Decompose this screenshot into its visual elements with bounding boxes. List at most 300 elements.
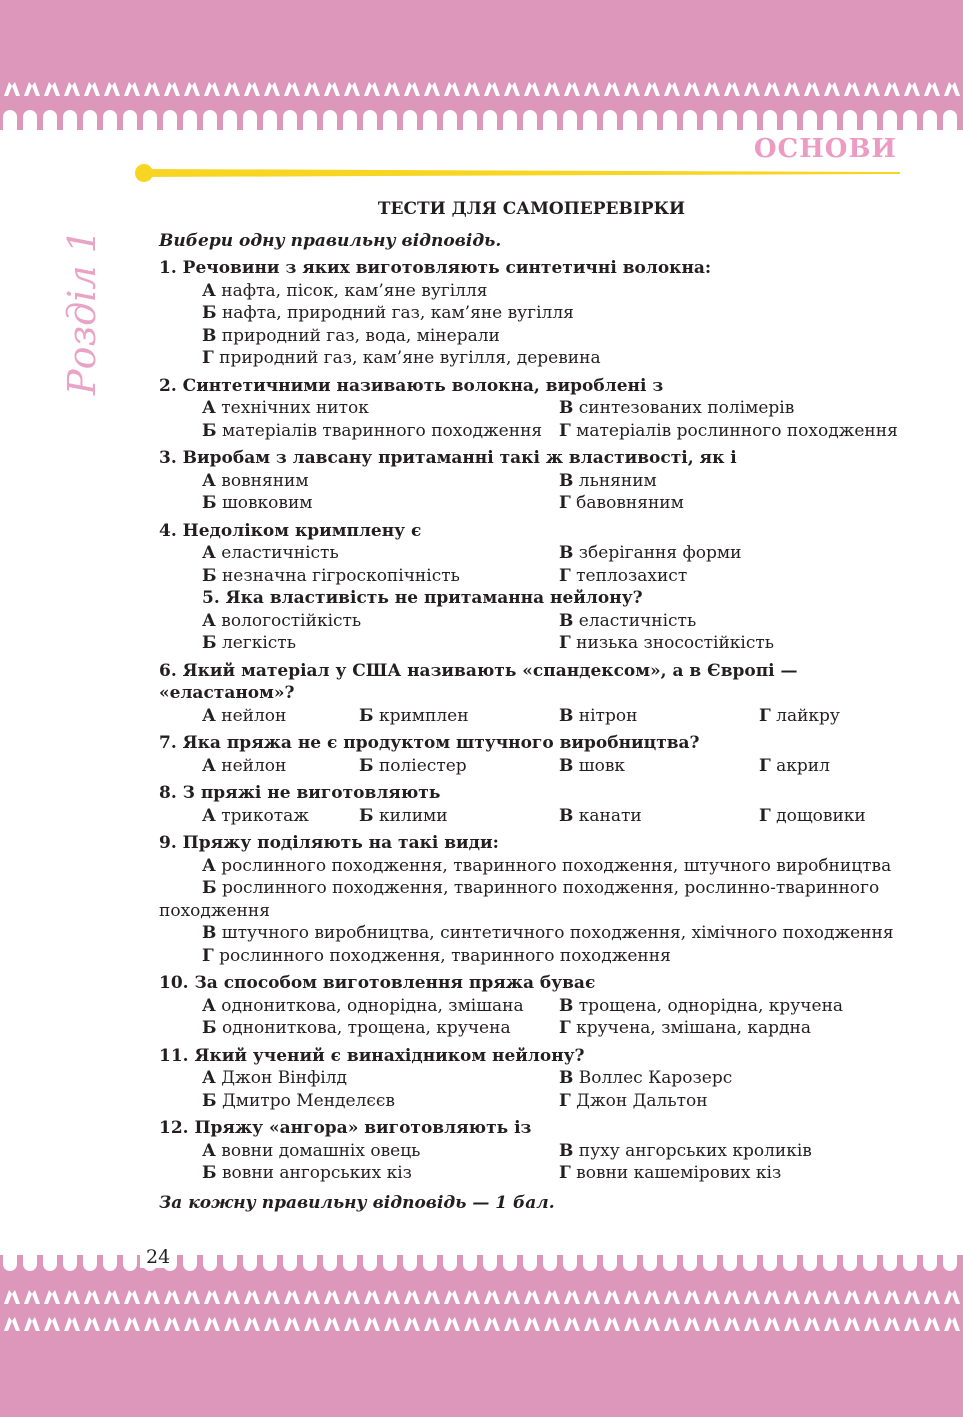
chevron-ornament [884, 82, 900, 96]
chevron-ornament [84, 82, 100, 96]
chevron-ornament [204, 1290, 220, 1304]
scallop-ornament [123, 1255, 137, 1271]
option-continuation: походження [159, 900, 270, 921]
chevron-ornament [564, 1290, 580, 1304]
scallop-ornament [703, 1255, 717, 1271]
option: Б рослинного походження, тваринного походження, рослинно-тваринного [202, 878, 880, 898]
chevron-ornament [784, 1317, 800, 1331]
chevron-ornament [604, 1290, 620, 1304]
option: Б Дмитро Менделєєв [202, 1090, 395, 1111]
chevron-ornament [344, 1290, 360, 1304]
option: В зберігання форми [559, 543, 742, 563]
scallop-ornament [183, 110, 197, 130]
chevron-ornament [704, 1317, 720, 1331]
question-2 [159, 375, 904, 443]
scallop-ornament [643, 110, 657, 130]
scallop-ornament [663, 110, 677, 130]
chevron-ornament [144, 1317, 160, 1331]
chevron-ornament [884, 1290, 900, 1304]
option: А вологостійкість [202, 610, 362, 631]
question-1 [159, 257, 904, 370]
chevron-ornament [704, 1290, 720, 1304]
scallop-ornament [583, 1255, 597, 1271]
scallop-ornament [683, 110, 697, 130]
scallop-ornament [243, 1255, 257, 1271]
chevron-ornament [484, 1317, 500, 1331]
chevron-ornament [864, 1317, 880, 1331]
chevron-ornament [944, 1317, 960, 1331]
question-text: 1. Речовини з яких виготовляють синтетичні волокна: [159, 258, 712, 278]
chevron-ornament [304, 1290, 320, 1304]
question-text: 7. Яка пряжа не є продуктом штучного виробництва? [159, 733, 700, 753]
chevron-ornament [844, 1290, 860, 1304]
scallop-ornament [563, 1255, 577, 1271]
scallop-ornament [503, 1255, 517, 1271]
chevron-ornament [544, 1290, 560, 1304]
option: Г Джон Дальтон [559, 1090, 708, 1111]
option: Г бавовняним [559, 493, 684, 513]
scallop-ornament [723, 1255, 737, 1271]
question-3 [159, 447, 904, 515]
scallop-ornament [763, 1255, 777, 1271]
scallop-ornament [783, 110, 797, 130]
chevron-ornament [504, 1290, 520, 1304]
chevron-ornament [164, 1290, 180, 1304]
page-number: 24 [140, 1246, 176, 1268]
chevron-ornament [904, 1317, 920, 1331]
chevron-ornament [224, 1290, 240, 1304]
option: А Джон Вінфілд [202, 1068, 347, 1088]
chevron-ornament [624, 1317, 640, 1331]
scallop-ornament [183, 1255, 197, 1271]
option: Г кручена, змішана, кардна [559, 1018, 811, 1038]
chevron-ornament [424, 1290, 440, 1304]
chevron-ornament [244, 1317, 260, 1331]
chevron-ornament [684, 1290, 700, 1304]
scallop-ornament [483, 110, 497, 130]
scallop-ornament [383, 1255, 397, 1271]
chevron-ornament [664, 82, 680, 96]
question-10 [159, 972, 904, 1040]
chevron-ornament [564, 82, 580, 96]
scallop-ornament [603, 110, 617, 130]
option: А технічних ниток [202, 398, 369, 418]
scallop-ornament [223, 110, 237, 130]
question-text: 12. Пряжу «ангора» виготовляють із [159, 1118, 532, 1138]
scallop-ornament [583, 110, 597, 130]
chevron-ornament [144, 82, 160, 96]
option: В льняним [559, 470, 657, 491]
scallop-ornament [783, 1255, 797, 1271]
scallop-ornament [363, 110, 377, 130]
chevron-ornament [844, 82, 860, 96]
scallop-ornament [743, 110, 757, 130]
scallop-ornament [123, 110, 137, 130]
chevron-ornament [44, 82, 60, 96]
option: Б вовни ангорських кіз [202, 1163, 412, 1183]
chevron-ornament [344, 82, 360, 96]
chevron-ornament [804, 1290, 820, 1304]
chevron-ornament [444, 1290, 460, 1304]
chevron-ornament [424, 82, 440, 96]
scallop-ornament [323, 1255, 337, 1271]
top-band-pattern [0, 0, 963, 130]
scallop-ornament [63, 110, 77, 130]
scallop-ornament [203, 1255, 217, 1271]
chevron-ornament [324, 1290, 340, 1304]
scallop-ornament [423, 1255, 437, 1271]
chevron-ornament [824, 1290, 840, 1304]
scallop-ornament [283, 1255, 297, 1271]
section-title-rule [130, 164, 900, 182]
scallop-ornament [903, 110, 917, 130]
scallop-ornament [363, 1255, 377, 1271]
chevron-ornament [504, 82, 520, 96]
option: Г дощовики [759, 805, 866, 826]
scallop-ornament [543, 1255, 557, 1271]
chevron-ornament [24, 82, 40, 96]
scallop-ornament [463, 1255, 477, 1271]
scallop-ornament [3, 110, 17, 130]
chevron-ornament [804, 1317, 820, 1331]
option: Г акрил [759, 755, 830, 776]
scallop-ornament [523, 1255, 537, 1271]
chevron-ornament [504, 1317, 520, 1331]
option: Г природний газ, кам’яне вугілля, деревина [202, 348, 601, 368]
scallop-ornament [403, 110, 417, 130]
question-text: 3. Виробам з лавсану притаманні такі ж властивості, як і [159, 448, 737, 468]
chevron-ornament [444, 82, 460, 96]
chevron-ornament [264, 1290, 280, 1304]
chevron-ornament [844, 1317, 860, 1331]
scallop-ornament [843, 1255, 857, 1271]
chevron-ornament [724, 1317, 740, 1331]
scallop-ornament [403, 1255, 417, 1271]
chevron-ornament [164, 1317, 180, 1331]
scallop-ornament [503, 110, 517, 130]
option: В трощена, однорідна, кручена [559, 995, 844, 1016]
chevron-ornament [904, 1290, 920, 1304]
scallop-ornament [823, 1255, 837, 1271]
scallop-ornament [23, 1255, 37, 1271]
option: В Воллес Карозерс [559, 1068, 733, 1088]
chevron-ornament [64, 1317, 80, 1331]
option: Б матеріалів тваринного походження [202, 420, 543, 441]
chevron-ornament [384, 1290, 400, 1304]
option: Г вовни кашемірових кіз [559, 1163, 782, 1183]
question-text: 11. Який учений є винахідником нейлону? [159, 1045, 585, 1066]
chevron-ornament [464, 1290, 480, 1304]
scallop-ornament [863, 1255, 877, 1271]
chevron-ornament [804, 82, 820, 96]
page-heading: ТЕСТИ ДЛЯ САМОПЕРЕВІРКИ [377, 199, 686, 219]
chevron-ornament [664, 1290, 680, 1304]
scallop-ornament [843, 110, 857, 130]
chevron-ornament [304, 1317, 320, 1331]
chevron-ornament [344, 1317, 360, 1331]
scallop-ornament [543, 110, 557, 130]
option: В штучного виробництва, синтетичного походження, хімічного походження [202, 923, 894, 943]
chevron-ornament [324, 1317, 340, 1331]
chevron-ornament [84, 1290, 100, 1304]
chevron-ornament [644, 1317, 660, 1331]
option: Г низька зносостійкість [559, 633, 775, 653]
chevron-ornament [744, 1317, 760, 1331]
scallop-ornament [463, 110, 477, 130]
question-6 [159, 660, 904, 728]
chevron-ornament [184, 1290, 200, 1304]
chevron-ornament [384, 1317, 400, 1331]
scallop-ornament [443, 110, 457, 130]
chevron-ornament [764, 1290, 780, 1304]
question-12 [159, 1117, 904, 1185]
option: В пуху ангорських кроликів [559, 1140, 812, 1161]
section-title: ОСНОВИ [753, 134, 897, 164]
chevron-ornament [364, 1317, 380, 1331]
chevron-ornament [124, 1317, 140, 1331]
scallop-ornament [703, 110, 717, 130]
chevron-ornament [864, 1290, 880, 1304]
chevron-ornament [4, 82, 20, 96]
scallop-ornament [803, 1255, 817, 1271]
chevron-ornament [604, 82, 620, 96]
scallop-ornament [103, 1255, 117, 1271]
option: А рослинного походження, тваринного походження, штучного виробництва [202, 855, 892, 876]
scallop-ornament [43, 110, 57, 130]
chevron-ornament [304, 82, 320, 96]
chevron-ornament [24, 1290, 40, 1304]
chevron-ornament [244, 82, 260, 96]
chevron-ornament [884, 1317, 900, 1331]
question-11 [159, 1045, 904, 1113]
chevron-ornament [764, 1317, 780, 1331]
option: Б легкість [202, 633, 296, 653]
scallop-ornament [283, 110, 297, 130]
scallop-ornament [723, 110, 737, 130]
scallop-ornament [883, 110, 897, 130]
question-text: 5. Яка властивість не притаманна нейлону? [202, 588, 643, 608]
question-text: 9. Пряжу поділяють на такі види: [159, 833, 499, 853]
chevron-ornament [464, 1317, 480, 1331]
option: В природний газ, вода, мінерали [202, 325, 500, 346]
question-text: 2. Синтетичними називають волокна, вироблені з [159, 375, 664, 396]
bottom-decorative-band [0, 1255, 963, 1417]
chevron-ornament [84, 1317, 100, 1331]
scallop-ornament [303, 110, 317, 130]
chevron-ornament [784, 82, 800, 96]
chevron-ornament [64, 82, 80, 96]
scallop-ornament [383, 110, 397, 130]
scallop-ornament [43, 1255, 57, 1271]
scallop-ornament [683, 1255, 697, 1271]
option: Б незначна гігроскопічність [202, 565, 460, 586]
scallop-ornament [343, 1255, 357, 1271]
scoring-note: За кожну правильну відповідь — 1 бал. [159, 1192, 555, 1213]
chevron-ornament [544, 82, 560, 96]
instruction: Вибери одну правильну відповідь. [159, 230, 502, 251]
question-5 [159, 587, 904, 655]
option: Б килими [359, 805, 448, 826]
test-content [159, 198, 904, 1214]
chevron-ornament [24, 1317, 40, 1331]
scallop-ornament [83, 110, 97, 130]
chevron-ornament [944, 82, 960, 96]
chevron-ornament [624, 1290, 640, 1304]
chevron-ornament [44, 1317, 60, 1331]
option: Б кримплен [359, 705, 469, 726]
chevron-ornament [224, 82, 240, 96]
chevron-ornament [104, 82, 120, 96]
chevron-ornament [204, 82, 220, 96]
chevron-ornament [464, 82, 480, 96]
chevron-ornament [424, 1317, 440, 1331]
chevron-ornament [104, 1290, 120, 1304]
question-4 [159, 520, 904, 588]
chevron-ornament [124, 82, 140, 96]
chevron-ornament [164, 82, 180, 96]
chevron-ornament [764, 82, 780, 96]
scallop-ornament [643, 1255, 657, 1271]
chevron-ornament [644, 82, 660, 96]
scallop-ornament [443, 1255, 457, 1271]
chevron-ornament [704, 82, 720, 96]
chevron-ornament [264, 1317, 280, 1331]
chevron-ornament [4, 1290, 20, 1304]
scallop-ornament [903, 1255, 917, 1271]
chevron-ornament [284, 1317, 300, 1331]
scallop-ornament [563, 110, 577, 130]
chevron-ornament [624, 82, 640, 96]
scallop-ornament [423, 110, 437, 130]
question-text: 4. Недоліком кримплену є [159, 520, 422, 541]
scallop-ornament [263, 110, 277, 130]
option: В канати [559, 805, 642, 826]
chevron-ornament [64, 1290, 80, 1304]
chevron-ornament [444, 1317, 460, 1331]
scallop-ornament [923, 110, 937, 130]
scallop-ornament [943, 110, 957, 130]
option: В синтезованих полімерів [559, 398, 795, 418]
chevron-ornament [404, 1317, 420, 1331]
scallop-ornament [3, 1255, 17, 1271]
option: А нейлон [202, 705, 287, 726]
scallop-ornament [143, 110, 157, 130]
scallop-ornament [803, 110, 817, 130]
option: Б однониткова, трощена, кручена [202, 1018, 511, 1038]
option: Г рослинного походження, тваринного походження [202, 945, 671, 966]
chevron-ornament [4, 1317, 20, 1331]
scallop-ornament [223, 1255, 237, 1271]
chevron-ornament [784, 1290, 800, 1304]
chevron-ornament [404, 1290, 420, 1304]
option: Г лайкру [759, 705, 840, 726]
option: Г теплозахист [559, 565, 688, 586]
chevron-ornament [904, 82, 920, 96]
chevron-ornament [524, 82, 540, 96]
scallop-ornament [163, 110, 177, 130]
chevron-ornament [384, 82, 400, 96]
chevron-ornament [284, 82, 300, 96]
option: А однониткова, однорідна, змішана [202, 995, 524, 1016]
chevron-ornament [864, 82, 880, 96]
scallop-ornament [743, 1255, 757, 1271]
chevron-ornament [484, 1290, 500, 1304]
scallop-ornament [83, 1255, 97, 1271]
scallop-ornament [103, 110, 117, 130]
chevron-ornament [604, 1317, 620, 1331]
chevron-ornament [524, 1317, 540, 1331]
chevron-ornament [584, 82, 600, 96]
bottom-band-pattern [0, 1255, 963, 1417]
chevron-ornament [724, 1290, 740, 1304]
option: А вовни домашніх овець [202, 1140, 421, 1161]
top-decorative-band [0, 0, 963, 130]
chevron-ornament [744, 1290, 760, 1304]
chevron-ornament [364, 1290, 380, 1304]
chevron-ornament [364, 82, 380, 96]
chevron-ornament [224, 1317, 240, 1331]
scallop-ornament [523, 110, 537, 130]
option: Б поліестер [359, 755, 467, 776]
chevron-ornament [824, 1317, 840, 1331]
scallop-ornament [763, 110, 777, 130]
scallop-ornament [823, 110, 837, 130]
chevron-ornament [184, 1317, 200, 1331]
question-9 [159, 832, 904, 967]
question-text: 6. Який матеріал у США називають «спандексом», а в Європі — «еластаном»? [159, 660, 798, 703]
option: А вовняним [202, 470, 309, 491]
chevron-ornament [584, 1317, 600, 1331]
chevron-ornament [264, 82, 280, 96]
option: А еластичність [202, 543, 339, 563]
scallop-ornament [923, 1255, 937, 1271]
chevron-ornament [244, 1290, 260, 1304]
question-7 [159, 732, 904, 777]
chevron-ornament [924, 82, 940, 96]
chevron-ornament [324, 82, 340, 96]
chevron-ornament [204, 1317, 220, 1331]
chevron-ornament [44, 1290, 60, 1304]
chevron-ornament [744, 82, 760, 96]
chevron-ornament [924, 1290, 940, 1304]
scallop-ornament [323, 110, 337, 130]
chevron-ornament [124, 1290, 140, 1304]
scallop-ornament [263, 1255, 277, 1271]
option: Б нафта, природний газ, кам’яне вугілля [202, 303, 574, 323]
chevron-ornament [824, 82, 840, 96]
scallop-ornament [863, 110, 877, 130]
question-text: 8. З пряжі не виготовляють [159, 783, 441, 803]
option: Б шовковим [202, 493, 313, 513]
chevron-ornament [104, 1317, 120, 1331]
option: В нітрон [559, 705, 638, 726]
chevron-ornament [404, 82, 420, 96]
scallop-ornament [243, 110, 257, 130]
option: В еластичність [559, 610, 697, 631]
option: А нейлон [202, 755, 287, 776]
chevron-ornament [184, 82, 200, 96]
chevron-ornament [684, 1317, 700, 1331]
chevron-ornament [584, 1290, 600, 1304]
chevron-ornament [684, 82, 700, 96]
chevron-ornament [284, 1290, 300, 1304]
chevron-ornament [944, 1290, 960, 1304]
scallop-ornament [343, 110, 357, 130]
chevron-ornament [544, 1317, 560, 1331]
question-8 [159, 782, 904, 827]
option: А трикотаж [202, 805, 309, 826]
chevron-ornament [144, 1290, 160, 1304]
